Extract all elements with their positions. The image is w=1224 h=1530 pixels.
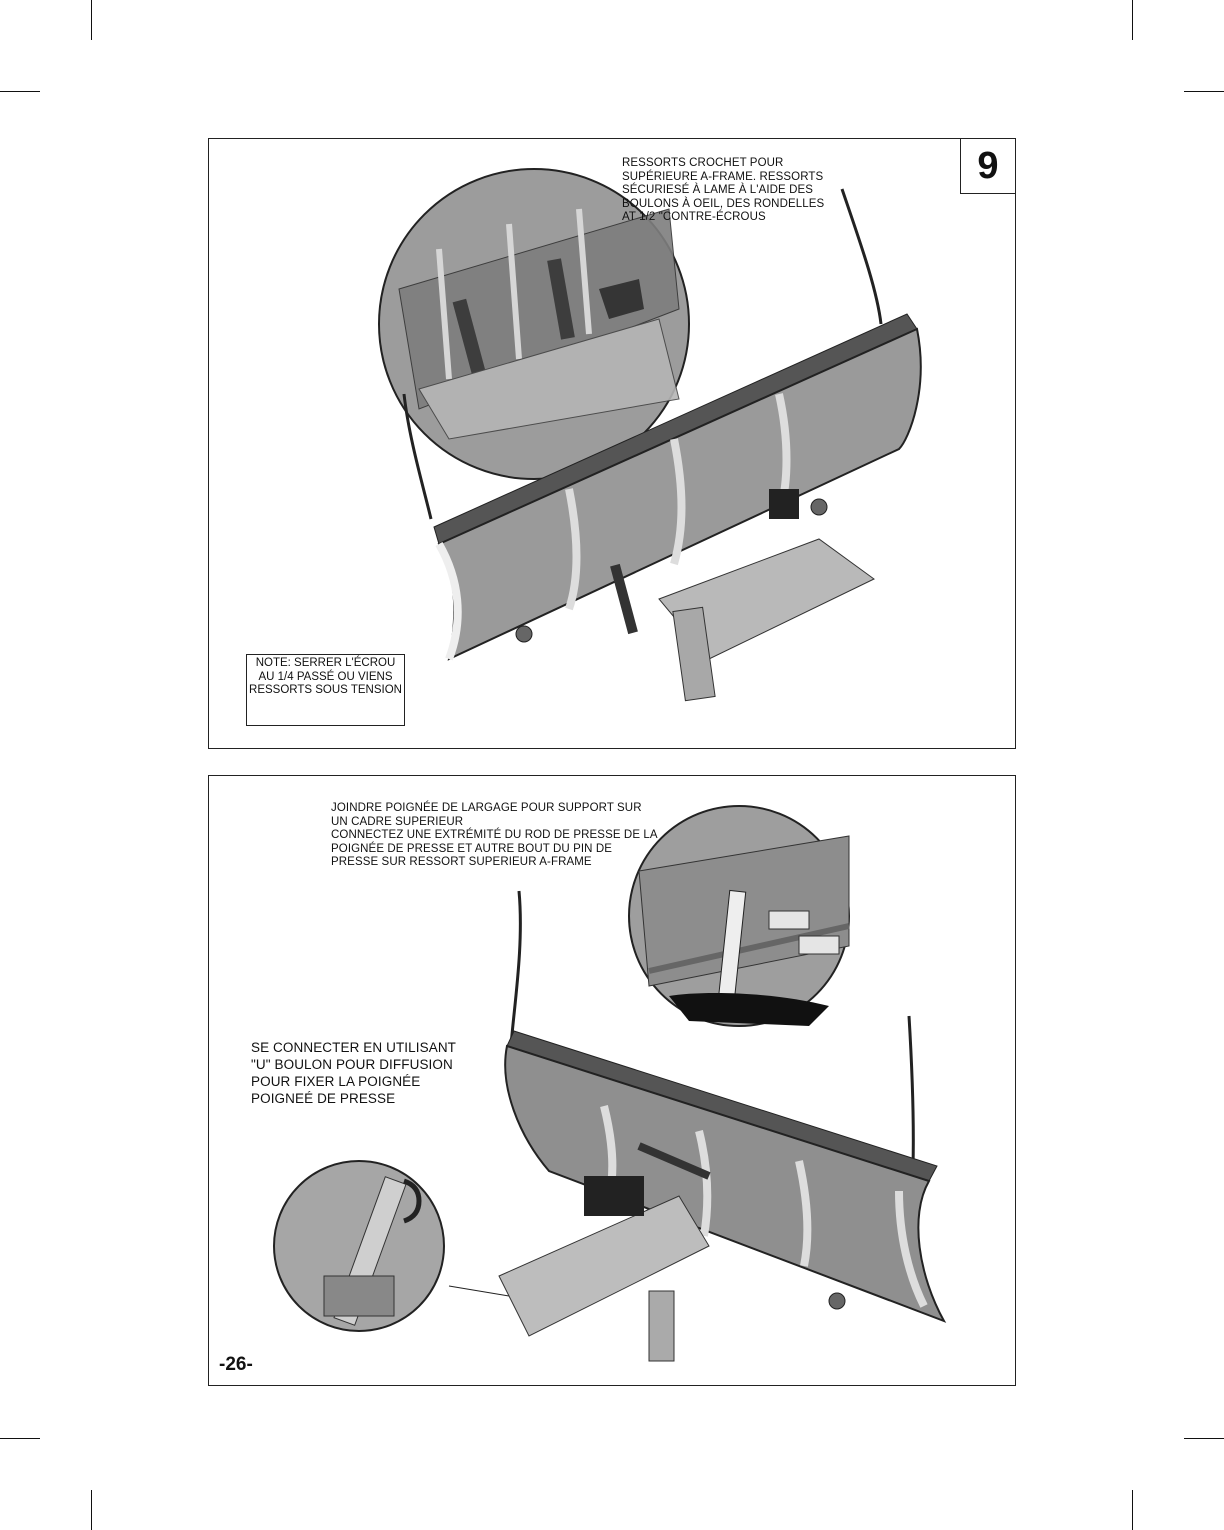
- crop-mark: [1184, 91, 1224, 92]
- u-bolt-callout: SE CONNECTER EN UTILISANT "U" BOULON POUR DIFFUSION POUR FIXER LA POIGNÉE POIGNEÉ DE PRESSE: [251, 1040, 457, 1106]
- step-number-badge: 9: [960, 138, 1016, 194]
- instruction-panel-release-handle: [208, 775, 1016, 1386]
- tension-note: NOTE: SERRER L'ÉCROU AU 1/4 PASSÉ OU VIENS RESSORTS SOUS TENSION: [246, 654, 405, 726]
- crop-mark: [91, 0, 92, 40]
- crop-mark: [1132, 1490, 1133, 1530]
- release-handle-callout: JOINDRE POIGNÉE DE LARGAGE POUR SUPPORT SUR UN CADRE SUPERIEUR CONNECTEZ UNE EXTRÉMITÉ DU ROD DE PRESSE DE LA POIGNÉE DE PRESSE ET AUTRE BOUT DU PIN DE PRESSE SUR RESSORT SUPERIEUR A-FRAME: [331, 802, 658, 868]
- crop-mark: [0, 91, 40, 92]
- crop-mark: [1132, 0, 1133, 40]
- instruction-panel-step-9: [208, 138, 1016, 749]
- crop-mark: [1184, 1438, 1224, 1439]
- page-number: -26-: [219, 1354, 253, 1375]
- crop-mark: [0, 1438, 40, 1439]
- crop-mark: [91, 1490, 92, 1530]
- springs-callout: RESSORTS CROCHET POUR SUPÉRIEURE A-FRAME. RESSORTS SÉCURIESÉ À LAME À L'AIDE DES BOULONS À OEIL, DES RONDELLES AT 1/2 "CONTRE-ÉCROUS: [622, 157, 825, 223]
